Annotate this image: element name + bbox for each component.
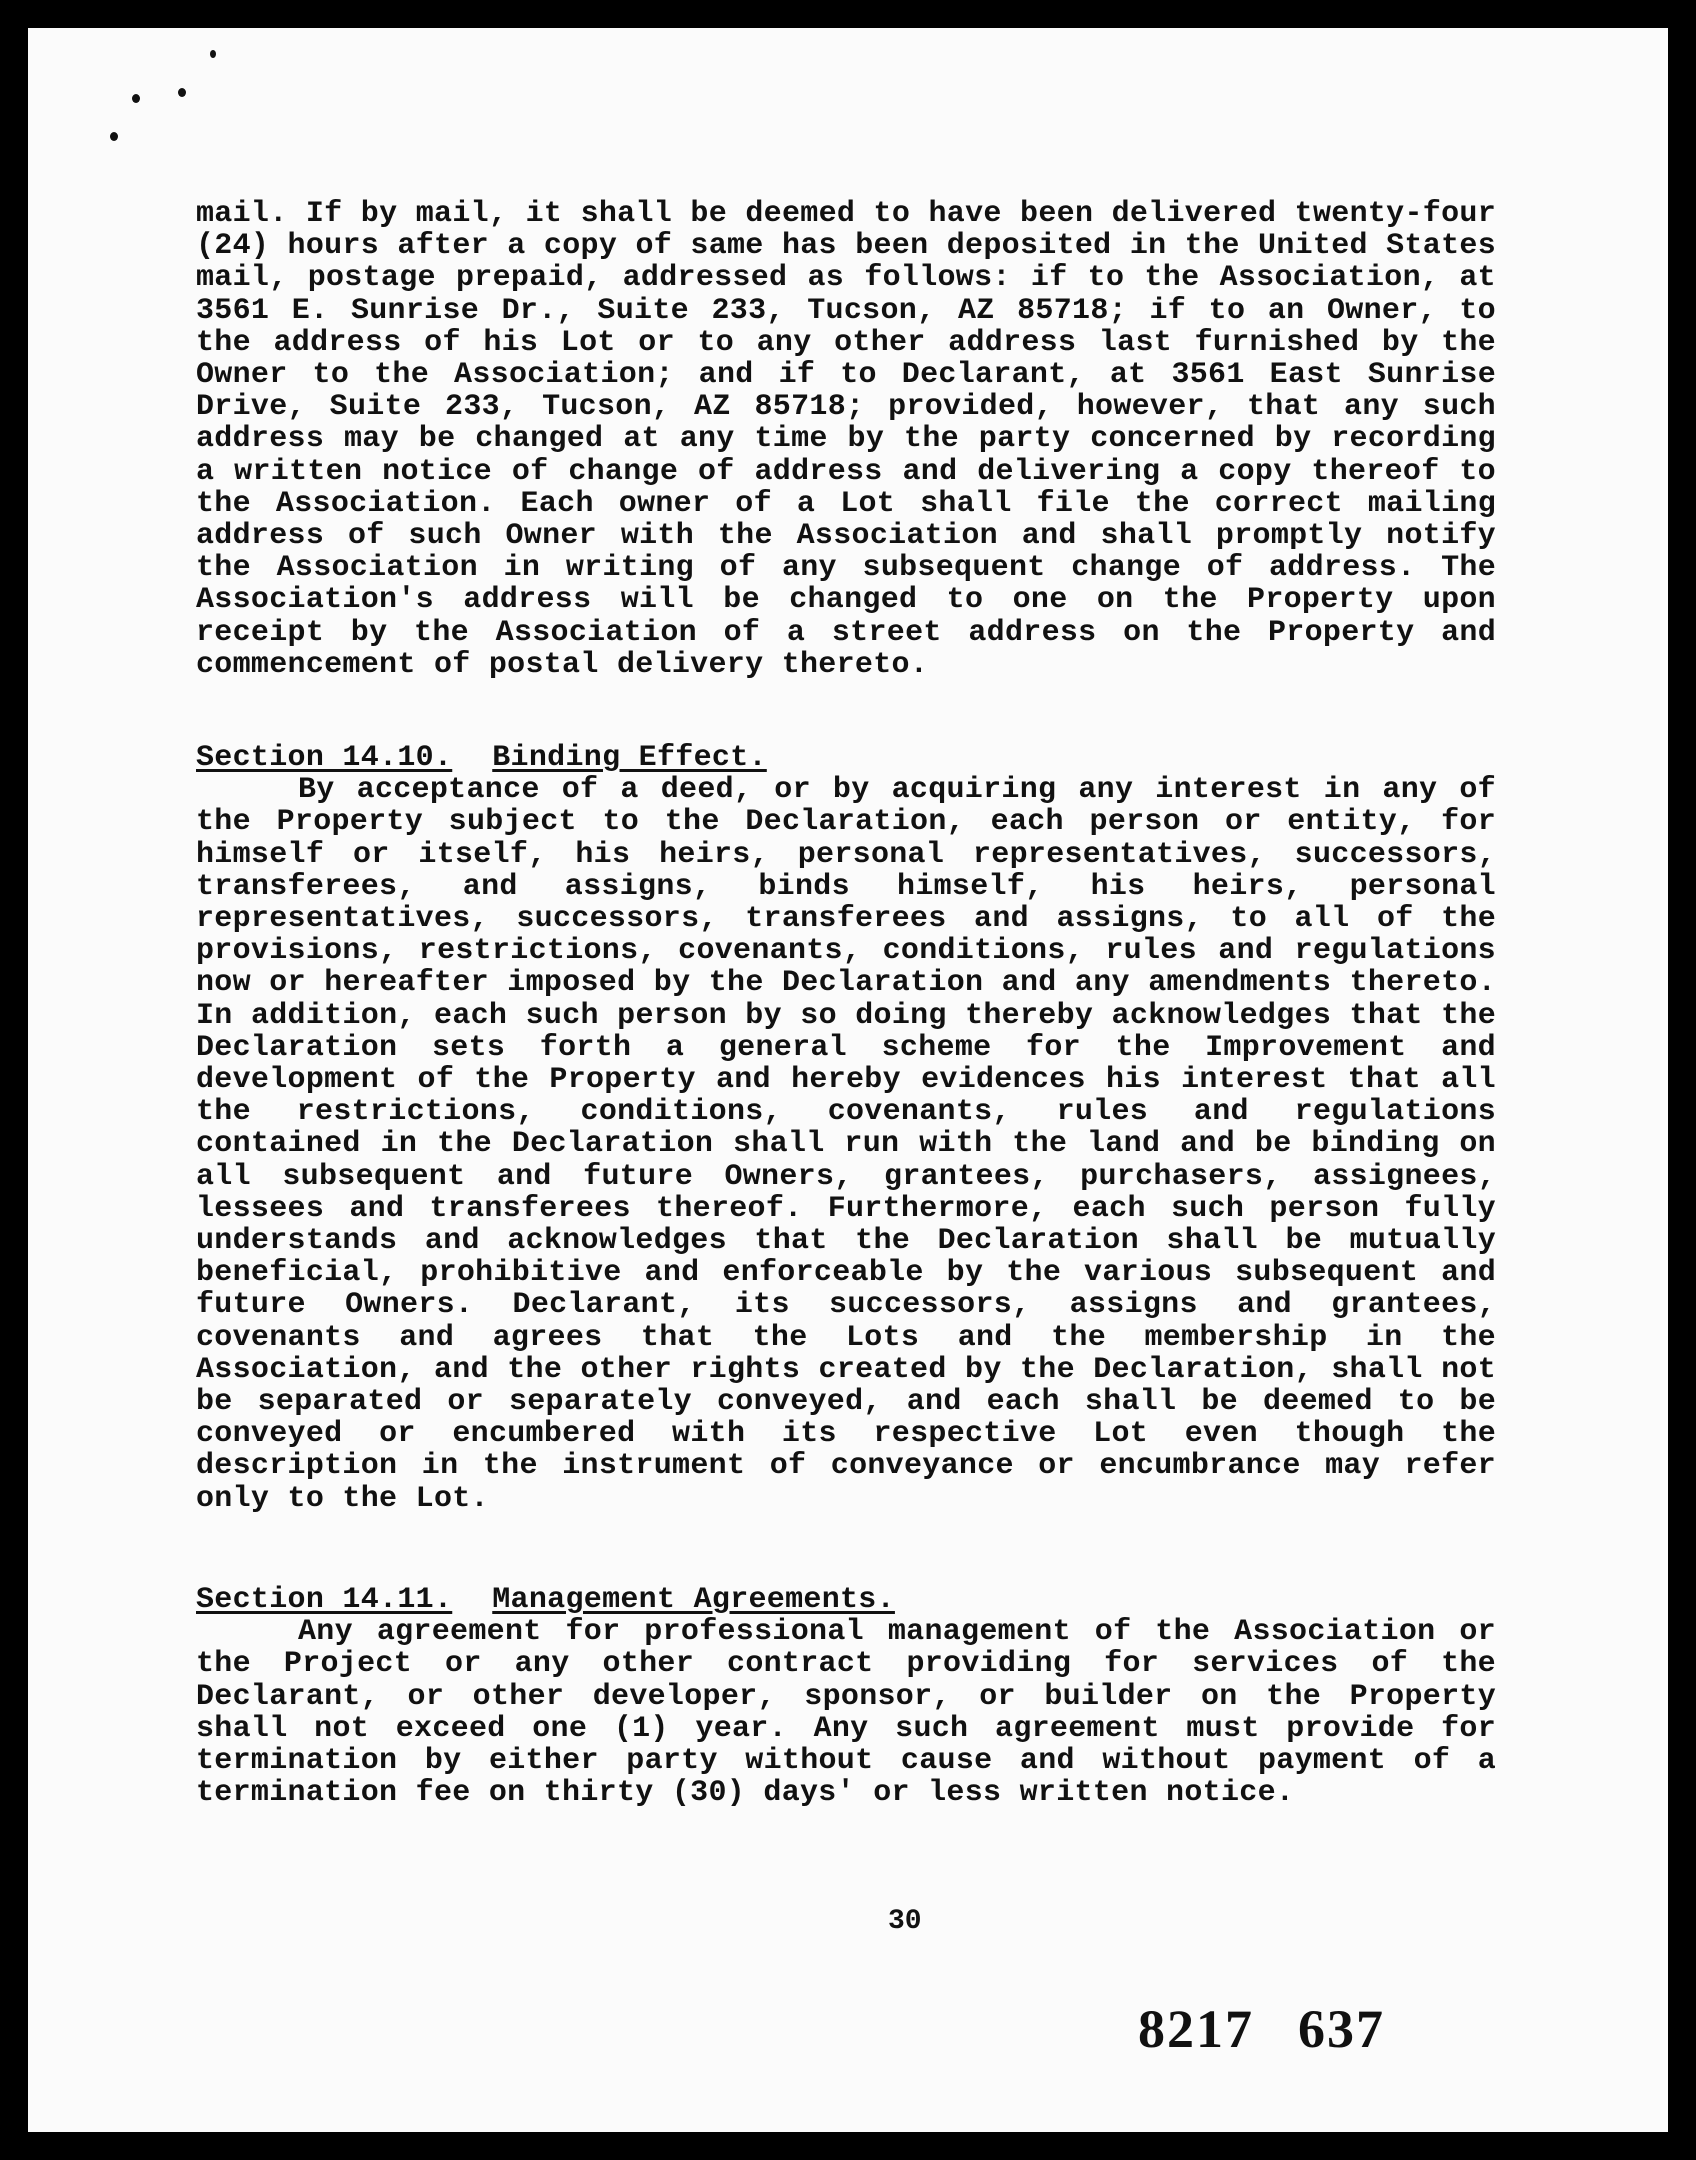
section-number: Section 14.10.: [196, 741, 453, 775]
section-14-11: [196, 1584, 1496, 1809]
section-14-10: [196, 742, 1496, 1515]
section-title: Binding Effect.: [492, 741, 767, 775]
recording-page-number: 637: [1298, 1999, 1385, 2059]
section-title: Management Agreements.: [492, 1583, 895, 1617]
scan-speck: [178, 88, 186, 97]
continued-paragraph: mail. If by mail, it shall be deemed to have been delivered twenty-four (24) hours after a copy of same has been deposited in the United States mail, postage prepaid, addressed as follows: if to the Association, at 3561 E. Sunrise Dr., Suite 233, Tucson, AZ 85718; if to an Owner, to the address of his Lot or to any other address last furnished by the Owner to the Association; and if to Declarant, at 3561 East Sunrise Drive, Suite 233, Tucson, AZ 85718; provided, however, that any such address may be changed at any time by the party concerned by recording a written notice of change of address and delivering a copy thereof to the Association. Each owner of a Lot shall file the correct mailing address of such Owner with the Association and shall promptly notify the Association in writing of any subsequent change of address. The Association's address will be changed to one on the Property upon receipt by the Association of a street address on the Property and commencement of postal delivery thereto.: [196, 197, 1496, 682]
section-body: Any agreement for professional management of the Association or the Project or any other contract providing for services of the Declarant, or other developer, sponsor, or builder on the Property shall not exceed one (1) year. Any such agreement must provide for termination by either party without cause and without payment of a termination fee on thirty (30) days' or less written notice.: [196, 1615, 1496, 1811]
section-heading: [196, 742, 1496, 774]
recording-book-number: 8217: [1138, 1999, 1254, 2059]
scan-speck: [110, 132, 118, 141]
document-page: [28, 28, 1668, 2132]
page-number: 30: [888, 1906, 922, 1937]
scan-speck: [132, 94, 140, 103]
section-heading: [196, 1584, 1496, 1616]
scan-speck: [210, 50, 216, 58]
section-body: By acceptance of a deed, or by acquiring any interest in any of the Property subject to the Declaration, each person or entity, for himself or itself, his heirs, personal representatives, successors, transferees, and assigns, binds himself, his heirs, personal representatives, successors, transferees and assigns, to all of the provisions, restrictions, covenants, conditions, rules and regulations now or hereafter imposed by the Declaration and any amendments thereto. In addition, each such person by so doing thereby acknowledges that the Declaration sets forth a general scheme for the Improvement and development of the Property and hereby evidences his interest that all the restrictions, conditions, covenants, rules and regulations contained in the Declaration shall run with the land and be binding on all subsequent and future Owners, grantees, purchasers, assignees, lessees and transferees thereof. Furthermore, each such person fully understands and acknowledges that the Declaration shall be mutually beneficial, prohibitive and enforceable by the various subsequent and future Owners. Declarant, its successors, assigns and grantees, covenants and agrees that the Lots and the membership in the Association, and the other rights created by the Declaration, shall not be separated or separately conveyed, and each shall be deemed to be conveyed or encumbered with its respective Lot even though the description in the instrument of conveyance or encumbrance may refer only to the Lot.: [196, 773, 1496, 1516]
section-number: Section 14.11.: [196, 1583, 453, 1617]
